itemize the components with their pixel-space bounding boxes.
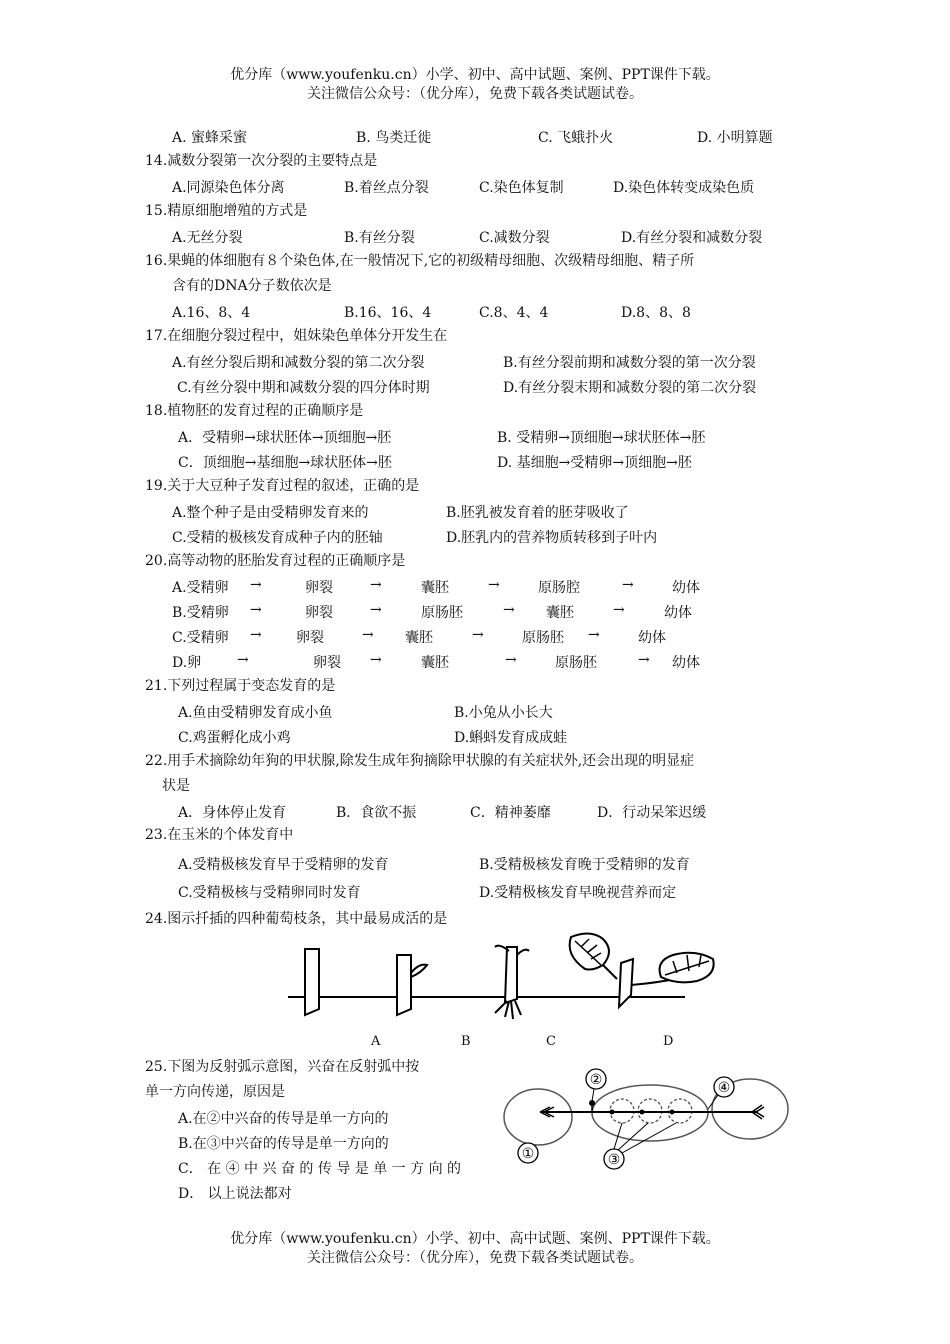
q20-row-d-end: 幼体: [672, 655, 700, 671]
q22-stem-line-2: 状是: [162, 778, 190, 794]
q18-option-a: A．受精卵→球状胚体→顶细胞→胚: [178, 430, 392, 446]
q13-option-c: C. 飞蛾扑火: [538, 130, 614, 146]
footer-line-1: 优分库（www.youfenku.cn）小学、初中、高中试题、案例、PPT课件下载。: [230, 1231, 720, 1247]
q17-stem: 17.在细胞分裂过程中，姐妹染色单体分开发生在: [145, 328, 448, 344]
q24-label-a: A: [371, 1034, 381, 1049]
q15-option-a: A.无丝分裂: [172, 230, 243, 246]
q20-row-b-arrow: →: [250, 602, 262, 618]
q19-option-d: D.胚乳内的营养物质转移到子叶内: [446, 530, 658, 546]
q17-option-a: A.有丝分裂后期和减数分裂的第二次分裂: [172, 355, 425, 371]
q20-row-c-start: C.受精卵: [172, 630, 229, 646]
q20-row-a-arrow: →: [370, 577, 382, 593]
q25-stem-line-2: 单一方向传递，原因是: [145, 1084, 285, 1100]
q14-option-d: D.染色体转变成染色质: [613, 180, 755, 196]
q15-option-d: D.有丝分裂和减数分裂: [621, 230, 763, 246]
q20-row-b-end: 幼体: [664, 605, 692, 621]
q15-option-c: C.减数分裂: [479, 230, 550, 246]
q18-option-c: C．顶细胞→基细胞→球状胚体→胚: [178, 455, 392, 471]
q16-option-a: A.16、8、4: [172, 305, 251, 321]
q23-option-a: A.受精极核发育早于受精卵的发育: [178, 857, 389, 873]
q24-label-b: B: [461, 1034, 471, 1049]
q20-row-d-arrow: →: [638, 652, 650, 668]
q20-row-b-start: B.受精卵: [172, 605, 229, 621]
q20-row-a-stage: 原肠腔: [538, 580, 580, 596]
reflex-arc-figure: [500, 1065, 800, 1180]
q21-stem: 21.下列过程属于变态发育的是: [145, 678, 336, 694]
q24-stem: 24.图示扦插的四种葡萄枝条，其中最易成活的是: [145, 911, 448, 927]
header-line-2: 关注微信公众号：（优分库），免费下载各类试题试卷。: [307, 86, 643, 102]
reflex-label-4: ④: [717, 1080, 731, 1096]
footer-line-2: 关注微信公众号：（优分库），免费下载各类试题试卷。: [307, 1250, 643, 1266]
q20-row-d-stage: 原肠胚: [555, 655, 597, 671]
q14-option-b: B.着丝点分裂: [344, 180, 429, 196]
q20-row-b-arrow: →: [503, 602, 515, 618]
q22-stem-line-1: 22.用手术摘除幼年狗的甲状腺,除发生成年狗摘除甲状腺的有关症状外,还会出现的明显症: [145, 753, 695, 769]
q20-row-a-end: 幼体: [672, 580, 700, 596]
q20-row-b-arrow: →: [613, 602, 625, 618]
q19-option-a: A.整个种子是由受精卵发育来的: [172, 505, 369, 521]
q20-row-a-start: A.受精卵: [172, 580, 229, 596]
reflex-label-1: ①: [521, 1146, 535, 1162]
q21-option-b: B.小兔从小长大: [454, 705, 553, 721]
q14-stem: 14.减数分裂第一次分裂的主要特点是: [145, 153, 378, 169]
q20-row-c-arrow: →: [250, 627, 262, 643]
q20-row-c-stage: 囊胚: [405, 630, 433, 646]
q20-row-a-arrow: →: [488, 577, 500, 593]
q20-row-b-stage: 原肠胚: [421, 605, 463, 621]
q23-stem: 23.在玉米的个体发育中: [145, 827, 294, 843]
q20-row-b-stage: 卵裂: [305, 605, 333, 621]
q13-option-a: A. 蜜蜂采蜜: [172, 130, 248, 146]
q20-row-d-stage: 囊胚: [421, 655, 449, 671]
q17-option-b: B.有丝分裂前期和减数分裂的第一次分裂: [503, 355, 756, 371]
q15-option-b: B.有丝分裂: [344, 230, 415, 246]
q21-option-d: D.蝌蚪发育成成蛙: [454, 730, 568, 746]
q22-option-d: D．行动呆笨迟缓: [597, 805, 707, 821]
q22-option-b: B．食欲不振: [336, 805, 417, 821]
q25-stem-line-1: 25.下图为反射弧示意图，兴奋在反射弧中按: [145, 1059, 420, 1075]
q18-stem: 18.植物胚的发育过程的正确顺序是: [145, 403, 364, 419]
cutting-b: [397, 955, 427, 1015]
q20-row-c-end: 幼体: [638, 630, 666, 646]
q20-row-c-arrow: →: [362, 627, 374, 643]
q20-row-d-arrow: →: [237, 652, 249, 668]
q20-row-c-stage: 原肠胚: [522, 630, 564, 646]
cutting-d: [570, 933, 714, 1007]
q23-option-c: C.受精极核与受精卵同时发育: [178, 885, 361, 901]
q16-option-b: B.16、16、4: [344, 305, 432, 321]
q25-option-a: A.在②中兴奋的传导是单一方向的: [178, 1111, 389, 1127]
q16-stem-line-2: 含有的DNA分子数依次是: [172, 278, 332, 294]
q14-option-a: A.同源染色体分离: [172, 180, 285, 196]
q20-row-b-arrow: →: [370, 602, 382, 618]
q20-row-d-arrow: →: [370, 652, 382, 668]
q20-row-a-stage: 卵裂: [305, 580, 333, 596]
q19-option-b: B.胚乳被发育着的胚芽吸收了: [446, 505, 629, 521]
q18-option-d: D. 基细胞→受精卵→顶细胞→胚: [497, 455, 692, 471]
q20-row-b-stage: 囊胚: [546, 605, 574, 621]
q23-option-b: B.受精极核发育晚于受精卵的发育: [479, 857, 690, 873]
q16-option-d: D.8、8、8: [621, 305, 691, 321]
reflex-label-3: ③: [607, 1152, 621, 1168]
q20-row-d-stage: 卵裂: [313, 655, 341, 671]
q21-option-a: A.鱼由受精卵发育成小鱼: [178, 705, 333, 721]
cutting-c: [495, 946, 529, 1019]
q22-option-c: C．精神萎靡: [470, 805, 551, 821]
q25-option-c: C． 在 ④ 中 兴 奋 的 传 导 是 单 一 方 向 的: [178, 1161, 462, 1177]
q17-option-c: C.有丝分裂中期和减数分裂的四分体时期: [177, 380, 430, 396]
q16-option-c: C.8、4、4: [479, 305, 549, 321]
q20-row-a-arrow: →: [622, 577, 634, 593]
q13-option-b: B. 鸟类迁徙: [356, 130, 432, 146]
reflex-label-2: ②: [589, 1072, 603, 1088]
q17-option-d: D.有丝分裂末期和减数分裂的第二次分裂: [503, 380, 757, 396]
q23-option-d: D.受精极核发育早晚视营养而定: [479, 885, 677, 901]
q13-option-d: D. 小明算题: [697, 130, 773, 146]
q20-row-c-arrow: →: [472, 627, 484, 643]
q19-option-c: C.受精的极核发育成种子内的胚轴: [172, 530, 383, 546]
q16-stem-line-1: 16.果蝇的体细胞有８个染色体,在一般情况下,它的初级精母细胞、次级精母细胞、精子所: [145, 253, 695, 269]
q20-row-a-arrow: →: [250, 577, 262, 593]
q19-stem: 19.关于大豆种子发育过程的叙述，正确的是: [145, 478, 420, 494]
q20-row-d-arrow: →: [505, 652, 517, 668]
q21-option-c: C.鸡蛋孵化成小鸡: [178, 730, 291, 746]
q20-row-d-start: D.卵: [172, 655, 202, 671]
cutting-a: [305, 949, 319, 1015]
q20-row-c-stage: 卵裂: [296, 630, 324, 646]
header-line-1: 优分库（www.youfenku.cn）小学、初中、高中试题、案例、PPT课件下载。: [230, 67, 720, 83]
q25-option-b: B.在③中兴奋的传导是单一方向的: [178, 1136, 389, 1152]
grape-cutting-figure: [285, 925, 745, 1025]
q20-row-a-stage: 囊胚: [421, 580, 449, 596]
q24-label-c: C: [546, 1034, 556, 1049]
q14-option-c: C.染色体复制: [479, 180, 564, 196]
q15-stem: 15.精原细胞增殖的方式是: [145, 203, 308, 219]
q18-option-b: B. 受精卵→顶细胞→球状胚体→胚: [497, 430, 706, 446]
q25-option-d: D． 以上说法都对: [178, 1186, 292, 1202]
q20-row-c-arrow: →: [588, 627, 600, 643]
q24-label-d: D: [663, 1034, 674, 1049]
q20-stem: 20.高等动物的胚胎发育过程的正确顺序是: [145, 553, 406, 569]
q22-option-a: A．身体停止发育: [178, 805, 287, 821]
